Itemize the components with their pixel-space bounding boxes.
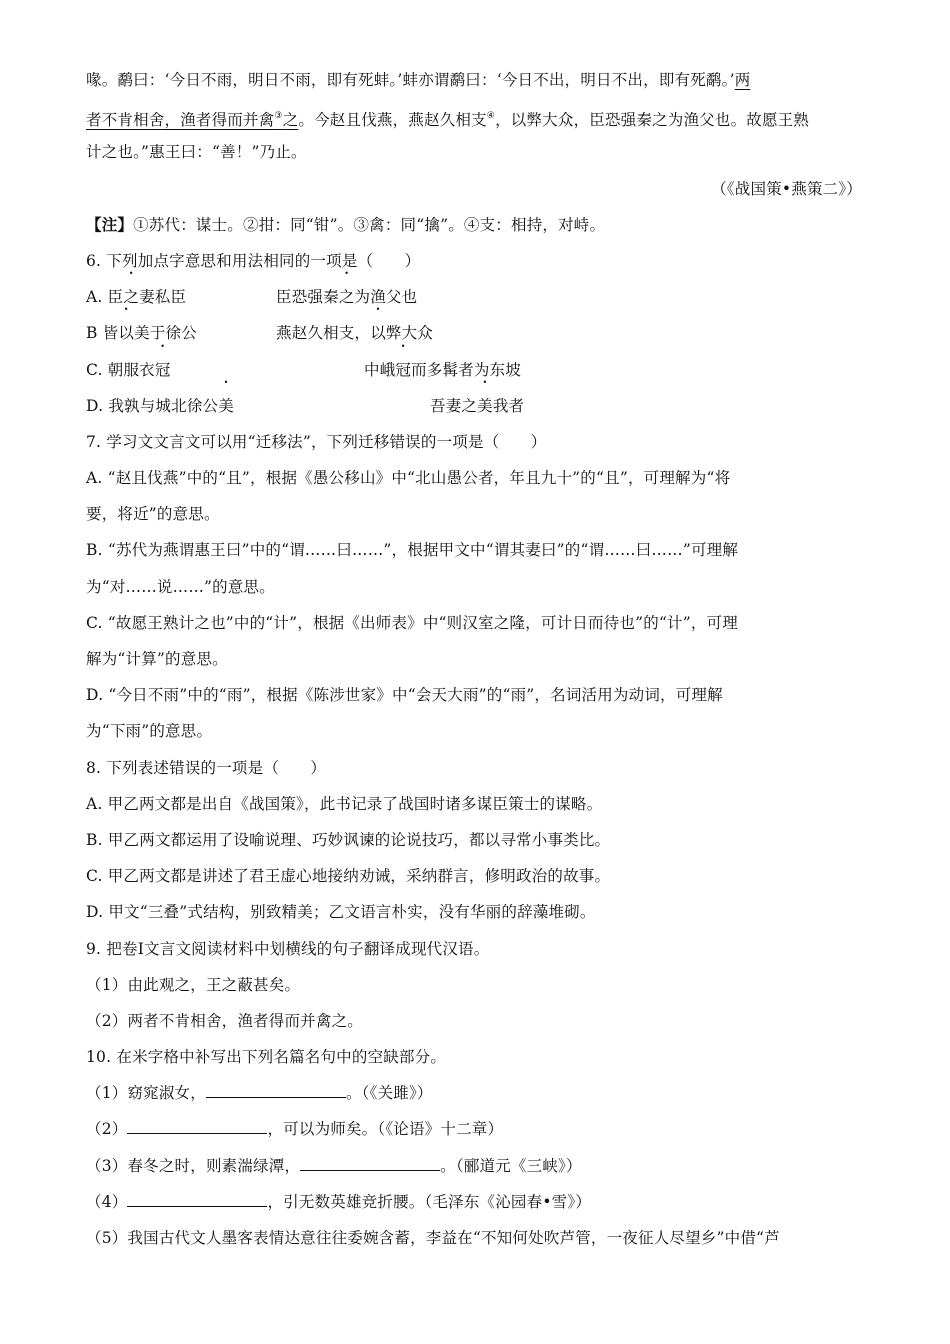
answer-blank[interactable] [206,1083,346,1098]
answer-blank[interactable] [300,1156,440,1171]
q7-option-b-2: 为“对……说……”的意思。 [86,577,275,596]
passage-text: 。今赵且伐燕，燕赵久相支 [298,111,487,130]
dotted-char: 以 [370,324,386,343]
text: 我者 [492,396,525,415]
q6-option-c [86,352,862,388]
dotted-char: 冠 [395,360,412,379]
text: ，可以为师矣。（《论语》十二章） [267,1120,504,1139]
dotted-char: 之 [338,288,355,307]
q7-stem: 7. 学习文文言文可以用“迁移法”，下列迁移错误的一项是（ ） [86,432,547,451]
text: （1）窈窕淑女， [86,1084,206,1103]
text: 为渔父也 [354,288,418,307]
q6-stem: 6. 下列加点字意思和用法相同的一项是（ ） [86,251,421,270]
q6-c-right [364,352,521,388]
q9-sentence-1: （1）由此观之，王之蔽甚矣。 [86,975,301,994]
text: 臣恐强秦 [276,288,339,307]
text: （2） [86,1120,128,1139]
q7-option-d-2: 为“下雨”的意思。 [86,722,213,741]
text: C. 朝服衣 [86,360,155,379]
passage-line-1 [86,62,862,98]
footnote-ref: ③ [274,111,283,122]
text: 燕赵久相支， [276,324,371,343]
q8-stem: 8. 下列表述错误的一项是（ ） [86,758,327,777]
q7-option-a-2: 要，将近”的意思。 [86,505,220,524]
q8-option-a: A. 甲乙两文都是出自《战国策》，此书记录了战国时诸多谋臣策士的谋略。 [86,794,603,813]
text: 。（郦道元《三峡》） [440,1156,582,1175]
passage-line-3: 计之也。”惠王曰：“善！”乃止。 [86,143,307,162]
text: B 皆 [86,324,119,343]
answer-blank[interactable] [127,1192,267,1207]
text: （3）春冬之时，则素湍绿潭， [86,1156,301,1175]
document-page [86,62,862,1256]
dotted-char: 之 [123,288,140,307]
underlined-part: 之 [282,111,299,130]
q7-option-c-1: C. “故愿王熟计之也”中的“计”，根据《出师表》中“则汉室之隆，可计日而待也”的“计”，可理 [86,613,738,632]
q7-option-b-1: B. “苏代为燕谓惠王曰”中的“谓……曰……”，根据甲文中“谓其妻曰”的“谓……曰……”可理解 [86,541,739,560]
text: 弊大众 [385,324,434,343]
q10-stem: 10. 在米字格中补写出下列名篇名句中的空缺部分。 [86,1048,447,1067]
text: 而多髯者为东坡 [411,360,522,379]
dotted-char: 冠 [154,360,171,379]
underlined-part: 者不肯相舍，渔者得而并禽 [86,111,275,130]
q10-item-1 [86,1075,862,1111]
q6-a-right [276,279,417,315]
passage-note [86,207,862,243]
q6-option-d [86,388,862,424]
q8-option-b: B. 甲乙两文都运用了设喻说理、巧妙讽谏的论说技巧，都以寻常小事类比。 [86,830,611,849]
text: 吾妻之 [430,396,478,415]
q6-d-left [86,388,430,424]
q7-option-c-2: 解为“计算”的意思。 [86,650,228,668]
q6-b-left [86,315,276,351]
q10-item-3 [86,1148,862,1184]
q7-option-a-1: A. “赵且伐燕”中的“且”，根据《愚公移山》中“北山愚公者，年且九十”的“且”，可理解为“将 [86,469,731,488]
q8-option-d: D. 甲文“三叠”式结构，别致精美；乙文语言朴实，没有华丽的辞藻堆砌。 [86,903,596,922]
text: 。（《关雎》） [345,1084,433,1103]
q6-option-a [86,279,862,315]
footnote-ref: ④ [486,111,496,122]
note-text: ①苏代：谋士。②拑：同“钳”。③禽：同“擒”。④支：相持，对峙。 [133,215,606,234]
q6-b-right [276,315,433,351]
q6-option-b [86,315,862,351]
q9-sentence-2: （2）两者不肯相舍，渔者得而并禽之。 [86,1011,363,1030]
text: 中峨 [364,360,396,379]
dotted-char: 以 [118,324,135,343]
underlined-text: 两 [734,71,751,89]
dotted-char: 美 [477,396,493,415]
q9-stem: 9. 把卷Ⅰ文言文阅读材料中划横线的句子翻译成现代汉语。 [86,939,490,958]
q10-item-5: （5）我国古代文人墨客表情达意往往委婉含蓄，李益在“不知何处吹芦管，一夜征人尽望乡”中借“芦 [86,1229,780,1247]
underlined-text [86,111,298,129]
passage-line-2 [86,98,862,134]
q10-item-2 [86,1111,862,1147]
text: D. 我孰与城北徐公 [86,396,219,415]
passage-text: 喙。鹬曰：‘今日不雨，明日不雨，即有死蚌。’蚌亦谓鹬曰：‘今日不出，明日不出，即有死鹬。’ [86,71,735,89]
text: A. 臣 [86,288,124,307]
passage-text: ，以弊大众，臣恐强秦之为渔父也。故愿王熟 [495,111,810,130]
text: 妻私臣 [139,288,187,307]
q7-option-d-1: D. “今日不雨”中的“雨”，根据《陈涉世家》中“会天大雨”的“雨”，名词活用为动词，可理解 [86,686,723,705]
passage-source: （《战国策•燕策二》） [711,179,862,198]
text: ，引无数英雄竞折腰。（毛泽东《沁园春•雪》） [267,1192,592,1211]
answer-blank[interactable] [127,1119,267,1134]
q6-d-right [430,388,524,424]
text: 美于徐公 [134,324,197,343]
note-label: 【注】 [86,214,134,234]
q6-a-left [86,279,276,315]
text: （4） [86,1192,128,1211]
q8-option-c: C. 甲乙两文都是讲述了君王虚心地接纳劝诫，采纳群言，修明政治的故事。 [86,867,611,886]
q10-item-4 [86,1184,862,1220]
dotted-char: 美 [218,396,234,415]
